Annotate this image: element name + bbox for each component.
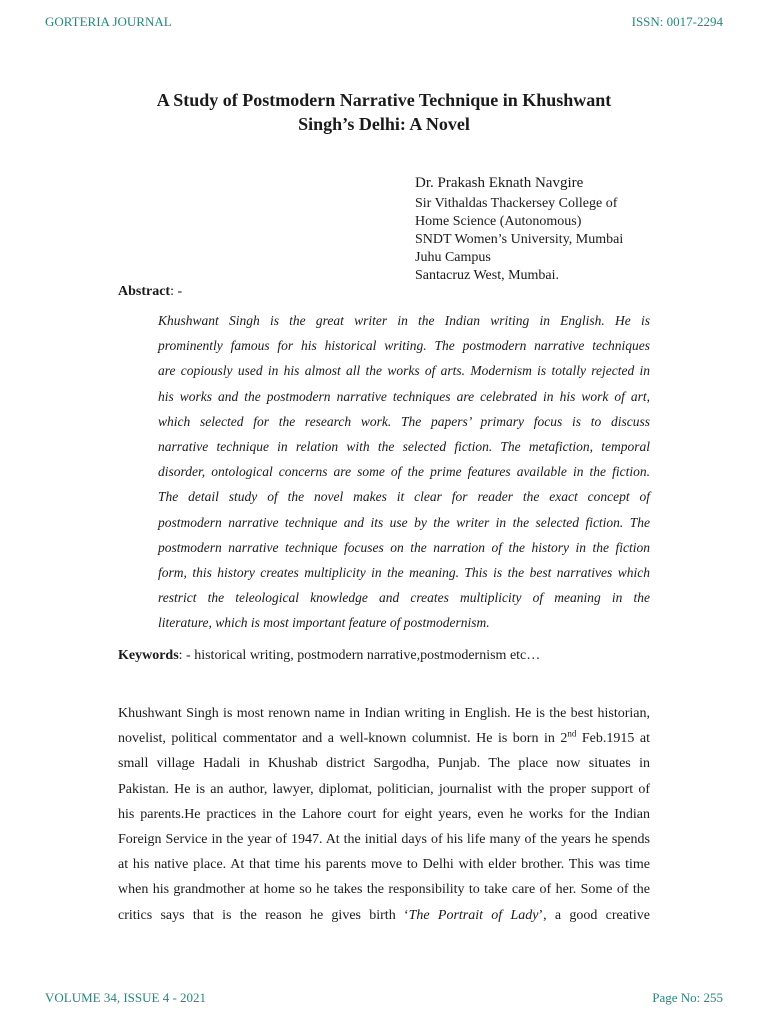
body-line: Pakistan. He is an author, lawyer, diplomat, politician, journalist with the proper support of <box>118 781 650 797</box>
abstract-line: disorder, ontological concerns are some of the prime features available in the fiction. <box>158 464 650 480</box>
affiliation-line: Santacruz West, Mumbai. <box>415 268 560 283</box>
body-line: his parents.He practices in the Lahore court for eight years, even he works for the Indian <box>118 806 650 822</box>
paper-title <box>118 88 650 136</box>
ordinal-superscript: nd <box>567 728 577 739</box>
abstract-label-suffix: : - <box>170 284 183 299</box>
author-name: Dr. Prakash Eknath Navgire <box>415 175 584 191</box>
affiliation-line: Home Science (Autonomous) <box>415 214 582 229</box>
affiliation-line: Sir Vithaldas Thackersey College of <box>415 196 618 211</box>
volume-issue: VOLUME 34, ISSUE 4 - 2021 <box>45 990 207 1005</box>
title-line-1: A Study of Postmodern Narrative Technique in Khushwant <box>156 90 612 110</box>
abstract-line: literature, which is most important feature of postmodernism. <box>158 615 490 631</box>
keywords-label: Keywords <box>118 648 179 663</box>
body-text-segment: Feb.1915 at <box>576 731 650 747</box>
title-line-2: Singh’s Delhi: A Novel <box>298 114 470 134</box>
abstract-line: Khushwant Singh is the great writer in the Indian writing in English. He is <box>158 313 650 328</box>
abstract-heading <box>118 284 182 300</box>
body-line: small village Hadali in Khushab district Sargodha, Punjab. The place now situates in <box>118 756 650 772</box>
author-block <box>415 173 745 285</box>
abstract-line: are copiously used in his almost all the works of arts. Modernism is totally rejected in <box>158 363 650 379</box>
abstract-body <box>158 308 650 636</box>
abstract-line: his works and the postmodern narrative techniques are celebrated in his work of art, <box>158 388 650 404</box>
keywords <box>118 648 540 664</box>
affiliation-line: SNDT Women’s University, Mumbai <box>415 232 624 247</box>
body-line: at his native place. At that time his parents move to Delhi with elder brother. This was time <box>118 857 650 873</box>
journal-name: GORTERIA JOURNAL <box>45 14 172 29</box>
abstract-line: restrict the teleological knowledge and creates multiplicity of meaning in the <box>158 590 650 606</box>
body-line: Khushwant Singh is most renown name in Indian writing in English. He is the best historian, <box>118 706 650 721</box>
abstract-line: narrative technique in relation with the selected fiction. The metafiction, temporal <box>158 439 650 455</box>
body-text-segment: novelist, political commentator and a well-known columnist. He is born in 2 <box>118 731 568 747</box>
abstract-line: prominently famous for his historical writing. The postmodern narrative techniques <box>158 338 650 354</box>
body-line: when his grandmother at home so he takes the responsibility to take care of her. Some of the <box>118 882 650 898</box>
affiliation-line: Juhu Campus <box>415 250 491 265</box>
body-line <box>118 903 650 928</box>
abstract-line: which selected for the research work. The papers’ primary focus is to discuss <box>158 413 650 429</box>
body-paragraph <box>118 701 650 928</box>
abstract-line: postmodern narrative technique focuses on the narration of the history in the fiction <box>158 539 650 555</box>
body-text-segment: ’, a good creative <box>538 907 650 923</box>
keywords-text: : - historical writing, postmodern narrative,postmodernism etc… <box>178 648 541 663</box>
abstract-line: The detail study of the novel makes it clear for reader the exact concept of <box>158 489 650 505</box>
body-text-segment: critics says that is the reason he gives birth ‘ <box>118 907 409 923</box>
book-title: The Portrait of Lady <box>408 907 539 923</box>
issn: ISSN: 0017-2294 <box>631 14 723 29</box>
body-line <box>118 726 650 751</box>
page-number: Page No: 255 <box>652 990 723 1005</box>
abstract-label: Abstract <box>118 284 171 299</box>
abstract-line: form, this history creates multiplicity in the meaning. This is the best narratives which <box>158 565 650 581</box>
body-line: Foreign Service in the year of 1947. At the initial days of his life many of the years he spends <box>118 832 650 848</box>
abstract-line: postmodern narrative technique and its use by the writer in the selected fiction. The <box>158 514 650 530</box>
